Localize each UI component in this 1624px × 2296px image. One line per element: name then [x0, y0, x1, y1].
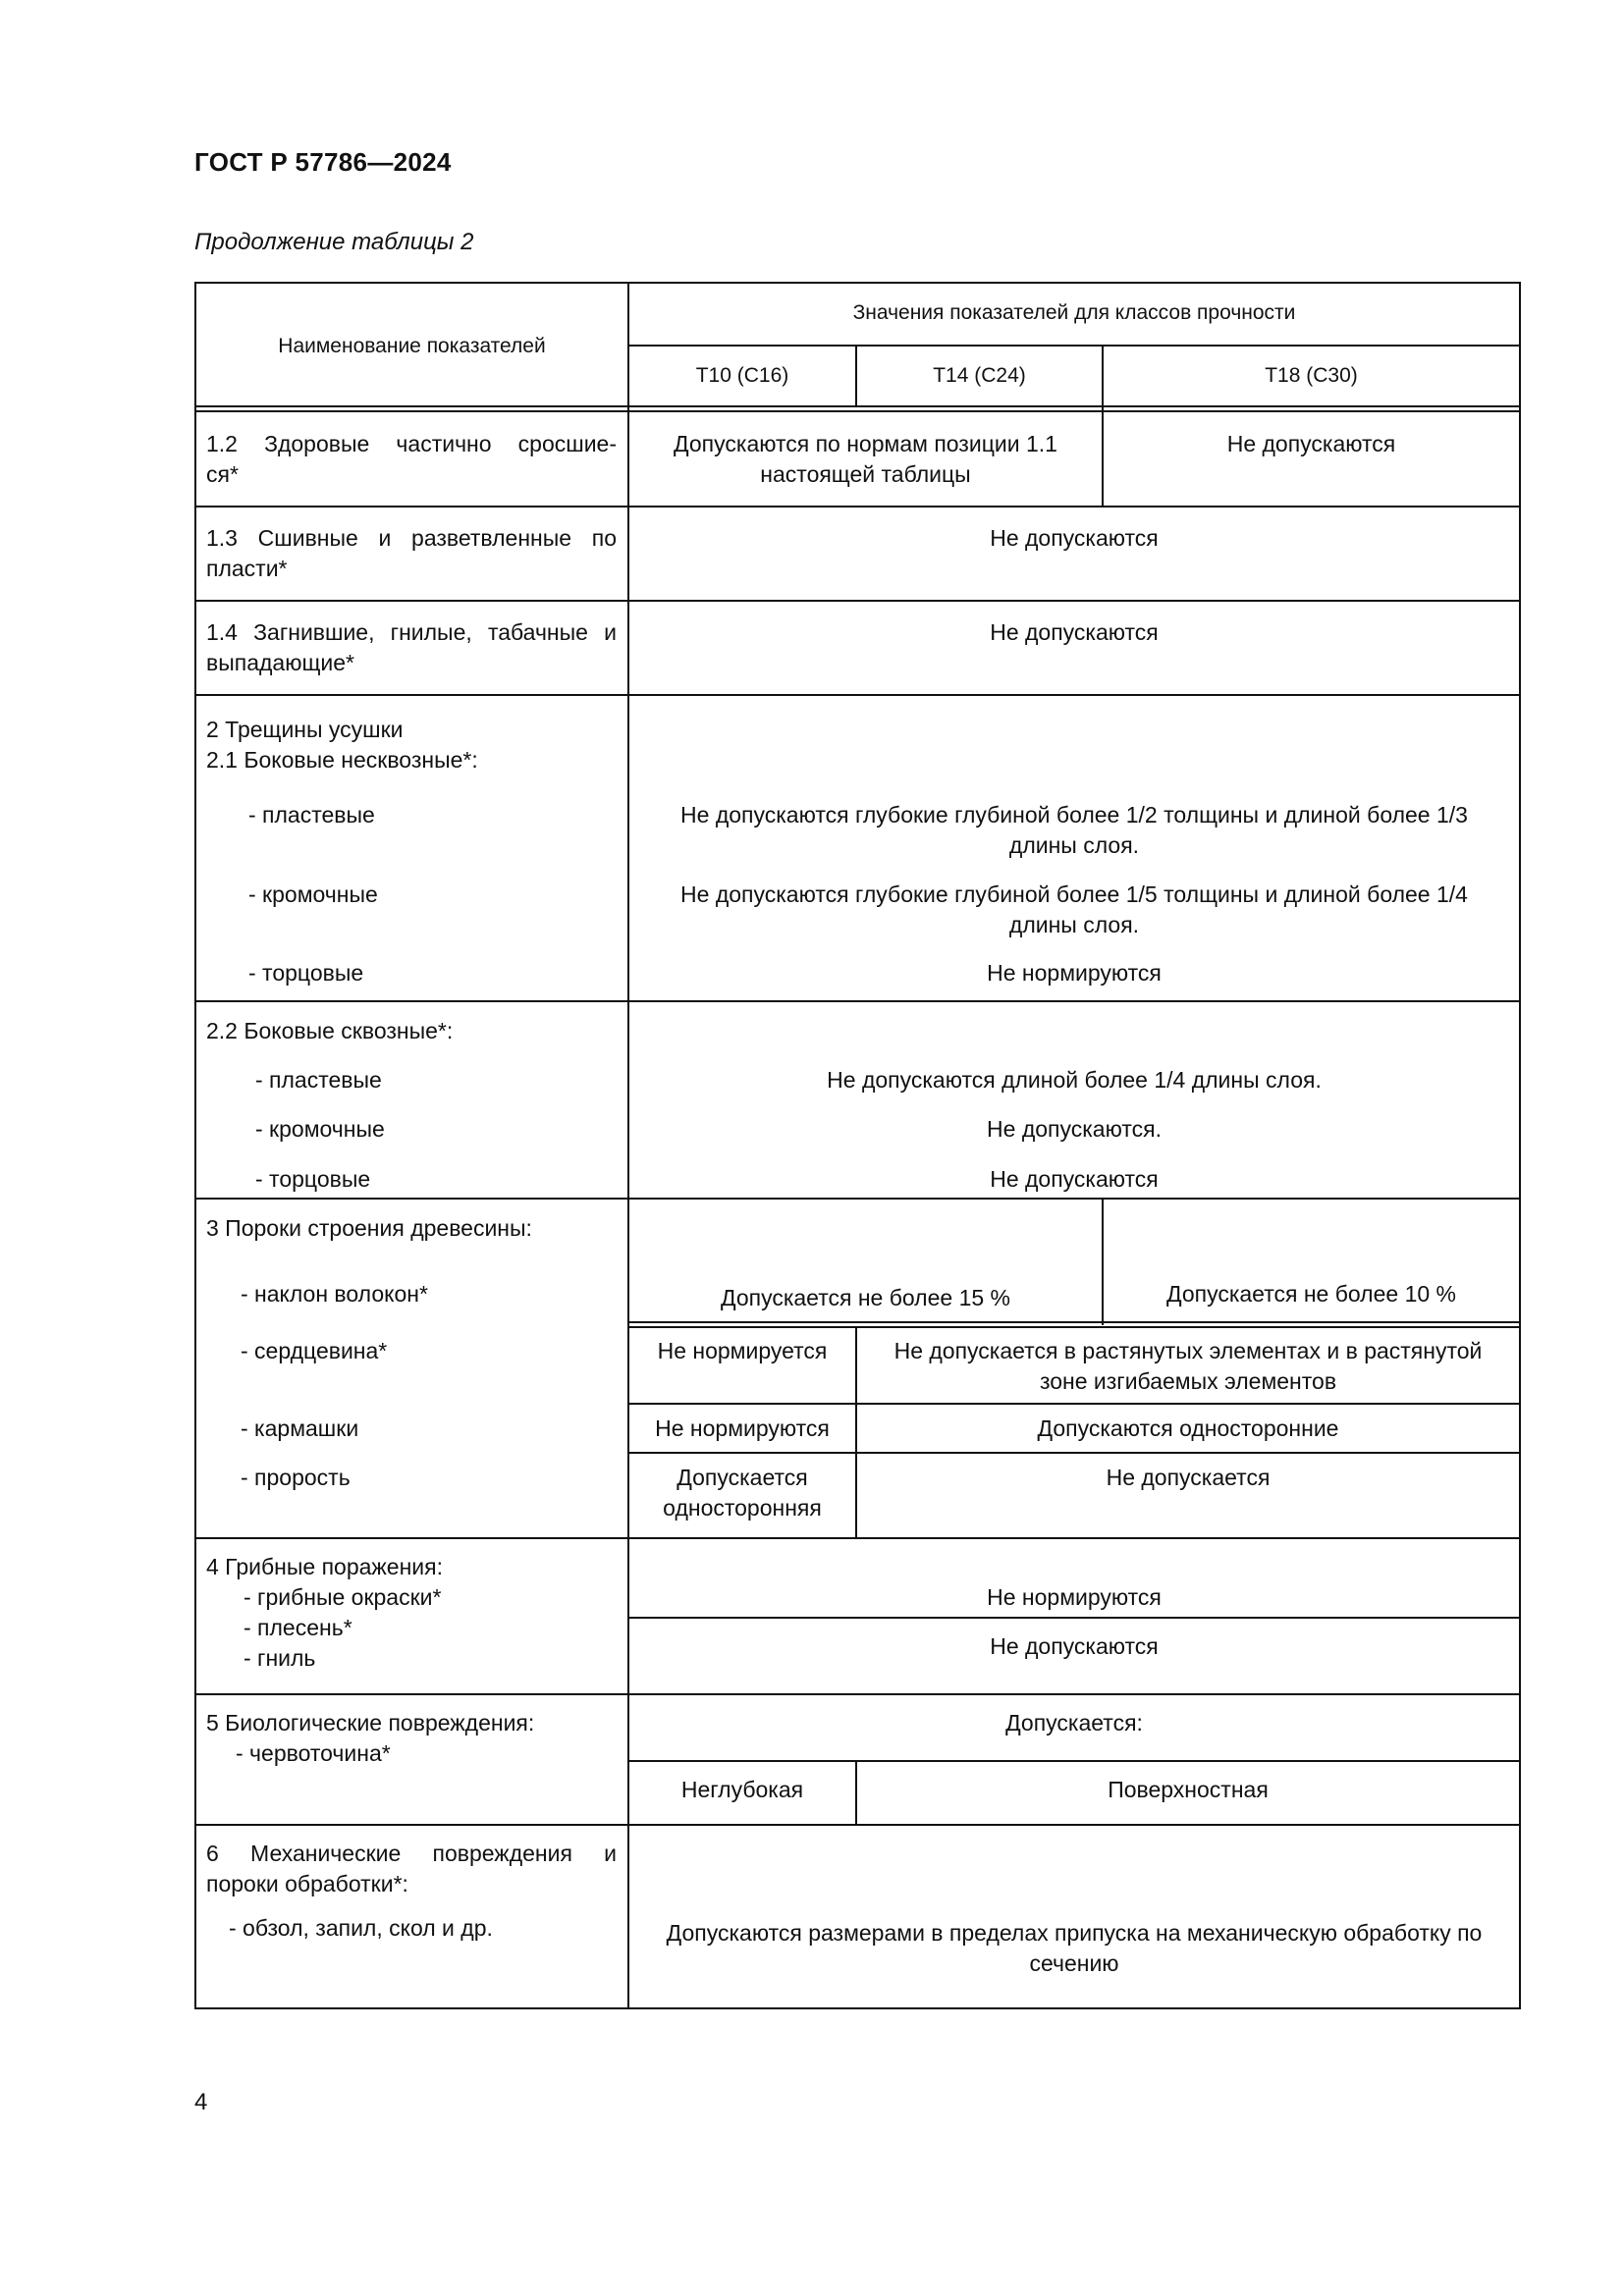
row-6-item: - обзол, запил, скол и др.	[229, 1915, 493, 1941]
row-2-2-item-face: - пластевые	[255, 1067, 382, 1093]
row-4-item-stains: - грибные окраски*	[244, 1584, 442, 1610]
row-2-2-item-edge: - кромочные	[255, 1116, 385, 1142]
row-5-title: 5 Биологические повреждения:	[206, 1710, 535, 1735]
table-continuation-caption: Продолжение таблицы 2	[194, 229, 474, 255]
row-5-item-wormhole: - червоточина*	[236, 1740, 391, 1766]
row-1-2-name-cont: ся*	[206, 461, 239, 487]
table-line	[194, 1537, 1521, 1539]
row-4-value-stains: Не нормируются	[987, 1584, 1162, 1610]
table-line	[194, 600, 1521, 602]
row-3-value-pith-t14-t18: Не допускается в растянутых элементах и в растянутой зоне изгибаемых элементов	[893, 1338, 1483, 1394]
row-1-2-value-t18: Не допускаются	[1226, 431, 1396, 456]
row-1-4-name: 1.4 Загнившие, гнилые, табачные и	[206, 619, 617, 645]
row-2-title: 2 Трещины усушки	[206, 717, 404, 742]
row-2-1-value-face: Не допускаются глубокие глубиной более 1/2 толщины и длиной более 1/3 длины слоя.	[680, 802, 1468, 858]
row-4-title: 4 Грибные поражения:	[206, 1554, 443, 1579]
row-2-1-value-end: Не нормируются	[987, 960, 1162, 986]
table-line	[627, 1321, 1521, 1323]
class-header-t10: Т10 (С16)	[695, 364, 789, 387]
row-3-value-pocket-t10: Не нормируются	[655, 1415, 830, 1441]
column-header-values: Значения показателей для классов прочности	[852, 301, 1296, 324]
table-line	[194, 506, 1521, 507]
row-2-2-value-end: Не допускаются	[990, 1166, 1159, 1192]
row-1-2-value-t10-t14: Допускаются по нормам позиции 1.1 настоящей таблицы	[674, 431, 1057, 487]
defects-table	[194, 282, 1521, 2009]
table-line	[194, 694, 1521, 696]
row-4-item-mold: - плесень*	[244, 1615, 352, 1640]
row-1-4-name-cont: выпадающие*	[206, 650, 354, 675]
row-3-item-inclination: - наклон волокон*	[241, 1281, 428, 1307]
row-2-2-item-end: - торцовые	[255, 1166, 371, 1192]
row-3-value-pocket-t14-t18: Допускаются односторонние	[1037, 1415, 1339, 1441]
table-line	[627, 1326, 1521, 1328]
row-5-value-t10: Неглубокая	[680, 1777, 804, 1802]
row-2-2-title: 2.2 Боковые сквозные*:	[206, 1018, 454, 1043]
table-line	[627, 1760, 1521, 1762]
table-line	[194, 282, 196, 2009]
table-line	[194, 1198, 1521, 1200]
table-line	[194, 1000, 1521, 1002]
table-line	[194, 2007, 1521, 2009]
row-6-title-cont: пороки обработки*:	[206, 1871, 408, 1896]
row-2-1-item-face: - пластевые	[248, 802, 375, 828]
row-3-value-bark-t10: Допускается односторонняя	[663, 1465, 822, 1521]
page-number: 4	[194, 2089, 208, 2115]
table-line	[627, 1617, 1521, 1619]
table-line	[627, 1403, 1521, 1405]
table-line	[627, 1452, 1521, 1454]
table-line	[194, 410, 1521, 412]
row-3-value-pith-t10: Не нормируется	[657, 1338, 828, 1363]
table-line	[627, 345, 1521, 347]
row-2-2-value-edge: Не допускаются.	[987, 1116, 1162, 1142]
class-header-t18: Т18 (С30)	[1265, 364, 1358, 387]
row-2-2-value-face: Не допускаются длиной более 1/4 длины слоя.	[827, 1067, 1322, 1093]
row-3-value-inclination-t18: Допускается не более 10 %	[1166, 1281, 1456, 1307]
table-line	[194, 282, 1521, 284]
row-2-1-item-end: - торцовые	[248, 960, 364, 986]
row-5-value-allowed: Допускается:	[1005, 1710, 1143, 1735]
row-2-1-item-edge: - кромочные	[248, 881, 378, 907]
row-1-2-name: 1.2 Здоровые частично сросшие-	[206, 431, 617, 456]
document-code: ГОСТ Р 57786—2024	[194, 147, 452, 177]
row-1-3-name: 1.3 Сшивные и разветвленные по	[206, 525, 617, 551]
table-line	[194, 405, 1521, 407]
row-6-value: Допускаются размерами в пределах припуска на механическую обработку по сечению	[666, 1920, 1483, 1976]
row-3-title: 3 Пороки строения древесины:	[206, 1215, 532, 1241]
table-line	[194, 1693, 1521, 1695]
row-2-1-title: 2.1 Боковые несквозные*:	[206, 747, 478, 773]
row-2-1-value-edge: Не допускаются глубокие глубиной более 1/5 толщины и длиной более 1/4 длины слоя.	[680, 881, 1468, 937]
row-4-item-rot: - гниль	[244, 1645, 316, 1671]
row-1-3-name-cont: пласти*	[206, 556, 288, 581]
row-1-4-value: Не допускаются	[990, 619, 1159, 645]
row-4-value-mold-rot: Не допускаются	[990, 1633, 1159, 1659]
table-line	[1519, 282, 1521, 2009]
row-5-value-t14-t18: Поверхностная	[1108, 1777, 1269, 1802]
class-header-t14: Т14 (С24)	[933, 364, 1026, 387]
row-3-item-bark: - прорость	[241, 1465, 351, 1490]
row-3-item-pocket: - кармашки	[241, 1415, 359, 1441]
row-1-3-value: Не допускаются	[990, 525, 1159, 551]
row-3-value-bark-t14-t18: Не допускается	[1106, 1465, 1271, 1490]
table-line	[194, 1824, 1521, 1826]
row-3-value-inclination-t10-t14: Допускается не более 15 %	[721, 1285, 1010, 1310]
column-header-name: Наименование показателей	[278, 335, 546, 357]
row-6-title: 6 Механические повреждения и	[206, 1841, 617, 1866]
row-3-item-pith: - сердцевина*	[241, 1338, 388, 1363]
